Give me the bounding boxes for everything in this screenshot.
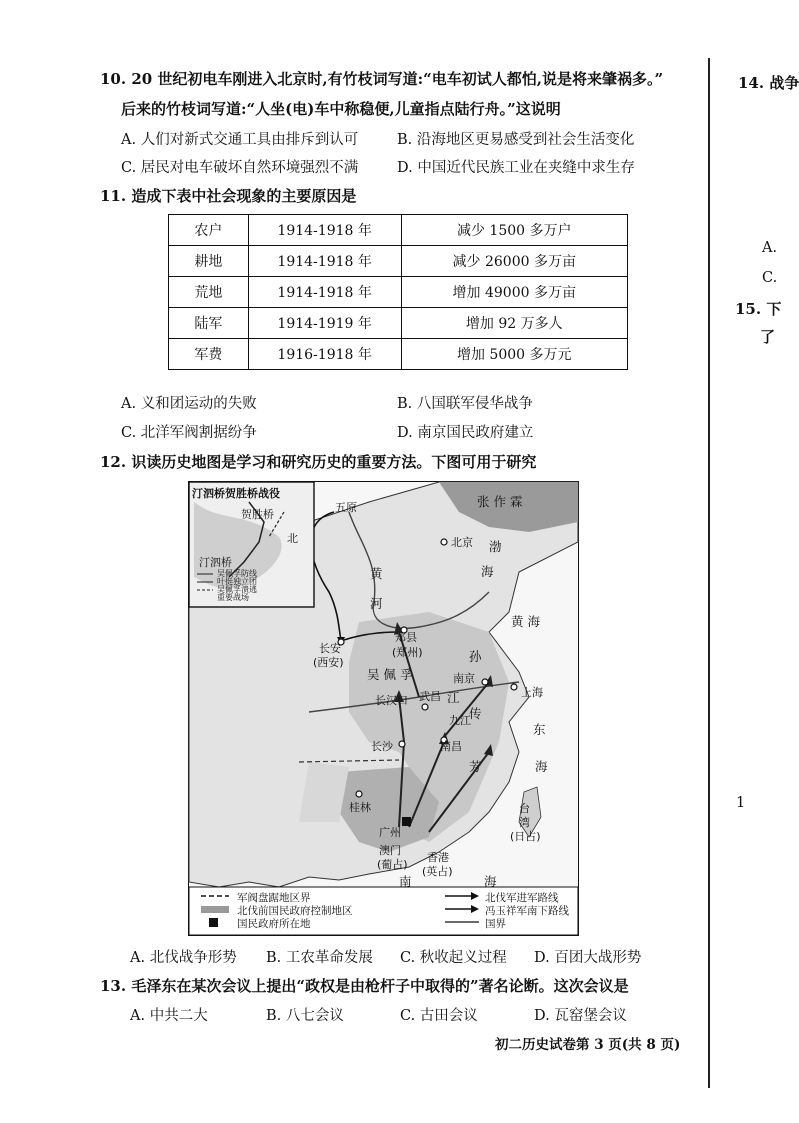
table-row bbox=[169, 339, 628, 370]
place-xianggang: 香港 bbox=[427, 851, 449, 864]
place-puzhan: (葡占) bbox=[377, 858, 408, 871]
place-beijing: 北京 bbox=[451, 536, 473, 549]
page-footer: 初二历史试卷第 3 页(共 8 页) bbox=[495, 1037, 681, 1053]
place-fang: 芳 bbox=[469, 759, 482, 774]
table-cell: 1914-1918 年 bbox=[248, 246, 401, 277]
margin-mark: 1 bbox=[736, 795, 746, 811]
legend-national-border: 国界 bbox=[485, 918, 506, 930]
place-guangzhou: 广州 bbox=[379, 826, 401, 839]
column-divider bbox=[708, 58, 710, 1088]
inset-label-hesheng: 贺胜桥 bbox=[241, 508, 274, 521]
q11-option-a[interactable]: A. 义和团运动的失败 bbox=[121, 396, 257, 412]
q13-stem: 13. 毛泽东在某次会议上提出“政权是由枪杆子中取得的”著名论断。这次会议是 bbox=[100, 977, 629, 995]
q12-option-a[interactable]: A. 北伐战争形势 bbox=[130, 950, 237, 966]
inset-legend-3: 吴佩孚溃逃 bbox=[217, 585, 257, 594]
q15-fragment-line2: 了 bbox=[760, 328, 776, 346]
place-taiwan: 台 bbox=[519, 802, 530, 815]
table-cell: 增加 92 万多人 bbox=[401, 308, 628, 339]
place-huang: 黄 bbox=[370, 566, 383, 581]
table-cell: 减少 1500 多万户 bbox=[401, 215, 628, 246]
q13-option-c[interactable]: C. 古田会议 bbox=[400, 1008, 478, 1024]
place-hai2: 海 bbox=[535, 759, 548, 774]
legend-gov-seat: 国民政府所在地 bbox=[237, 918, 311, 930]
q11-option-b[interactable]: B. 八国联军侵华战争 bbox=[397, 396, 533, 412]
place-jiang: 江 bbox=[447, 690, 460, 705]
northern-expedition-map bbox=[188, 481, 579, 936]
place-wuchang: 武昌 bbox=[419, 690, 441, 703]
place-changhankou: 长汉口 bbox=[375, 694, 408, 707]
place-changan: 长安 bbox=[319, 642, 341, 655]
place-dong: 东 bbox=[533, 722, 546, 737]
place-changsha: 长沙 bbox=[371, 740, 393, 753]
q14-fragment: 14. 战争 bbox=[738, 74, 799, 92]
table-cell: 军费 bbox=[169, 339, 249, 370]
legend-warlord-boundary: 军阀盘踞地区界 bbox=[237, 892, 311, 904]
legend-gov-controlled: 北伐前国民政府控制地区 bbox=[237, 905, 353, 917]
table-cell: 减少 26000 多万亩 bbox=[401, 246, 628, 277]
table-cell: 荒地 bbox=[169, 277, 249, 308]
inset-label-north: 北 bbox=[287, 532, 298, 545]
place-sun: 孙 bbox=[469, 649, 482, 664]
table-cell: 增加 49000 多万亩 bbox=[401, 277, 628, 308]
table-cell: 耕地 bbox=[169, 246, 249, 277]
place-shanghai: 上海 bbox=[521, 686, 543, 699]
q10-stem-line2: 后来的竹枝词写道:“人坐(电)车中称稳便,儿童指点陆行舟。”这说明 bbox=[121, 100, 561, 118]
place-zhengxian: 郑县 bbox=[395, 631, 417, 644]
inset-label-tingsi: 汀泗桥 bbox=[199, 556, 232, 569]
place-zhangzuolin: 张 作 霖 bbox=[477, 494, 523, 509]
q11-option-d[interactable]: D. 南京国民政府建立 bbox=[397, 425, 534, 441]
place-rizhan: (日占) bbox=[510, 830, 541, 843]
place-huanghai: 黄 海 bbox=[511, 614, 540, 629]
q12-option-b[interactable]: B. 工农革命发展 bbox=[266, 950, 373, 966]
table-cell: 1914-1919 年 bbox=[248, 308, 401, 339]
legend-expedition-route: 北伐军进军路线 bbox=[485, 892, 559, 904]
table-row bbox=[169, 246, 628, 277]
place-nanchang: 南昌 bbox=[440, 740, 462, 753]
table-row bbox=[169, 215, 628, 246]
inset-legend-1: 吴佩孚防线 bbox=[217, 569, 257, 578]
place-jiujiang: 九江 bbox=[449, 714, 471, 727]
table-cell: 1914-1918 年 bbox=[248, 277, 401, 308]
table-cell: 1916-1918 年 bbox=[248, 339, 401, 370]
place-aomen: 澳门 bbox=[379, 844, 401, 857]
q12-option-d[interactable]: D. 百团大战形势 bbox=[534, 950, 642, 966]
q12-stem: 12. 识读历史地图是学习和研究历史的重要方法。下图可用于研究 bbox=[100, 453, 537, 471]
place-wupeifu: 吴 佩 孚 bbox=[367, 667, 413, 682]
place-xian: (西安) bbox=[313, 656, 344, 669]
q11-stem: 11. 造成下表中社会现象的主要原因是 bbox=[100, 187, 357, 205]
q13-option-a[interactable]: A. 中共二大 bbox=[130, 1008, 208, 1024]
inset-legend-4: 重要战场 bbox=[217, 593, 249, 602]
inset-legend-2: 叶挺独立团 bbox=[217, 577, 257, 586]
q10-stem-line1: 10. 20 世纪初电车刚进入北京时,有竹枝词写道:“电车初试人都怕,说是将来肇祸多。” bbox=[100, 70, 664, 88]
place-hai3: 海 bbox=[484, 874, 497, 889]
q12-option-c[interactable]: C. 秋收起义过程 bbox=[400, 950, 507, 966]
place-nanjing: 南京 bbox=[453, 672, 475, 685]
legend-feng-route: 冯玉祥军南下路线 bbox=[485, 905, 569, 917]
q14-option-c-fragment: C. bbox=[762, 270, 778, 286]
q10-option-a[interactable]: A. 人们对新式交通工具由排斥到认可 bbox=[121, 132, 359, 148]
q13-option-b[interactable]: B. 八七会议 bbox=[266, 1008, 344, 1024]
q11-table bbox=[168, 214, 628, 370]
q13-option-d[interactable]: D. 瓦窑堡会议 bbox=[534, 1008, 627, 1024]
place-wan: 湾 bbox=[519, 816, 530, 829]
place-bo: 渤 bbox=[489, 539, 502, 554]
table-cell: 农户 bbox=[169, 215, 249, 246]
q14-option-a-fragment: A. bbox=[762, 240, 778, 256]
place-chuan: 传 bbox=[469, 706, 482, 721]
place-guilin: 桂林 bbox=[349, 801, 371, 814]
q11-option-c[interactable]: C. 北洋军阀割据纷争 bbox=[121, 425, 257, 441]
table-cell: 1914-1918 年 bbox=[248, 215, 401, 246]
q10-option-c[interactable]: C. 居民对电车破坏自然环境强烈不满 bbox=[121, 160, 359, 176]
place-zhengzhou: (郑州) bbox=[392, 646, 423, 659]
place-yingzhan: (英占) bbox=[422, 865, 453, 878]
inset-title: 汀泗桥贺胜桥战役 bbox=[192, 487, 280, 500]
place-wuyuan: 五原 bbox=[335, 501, 357, 514]
table-cell: 陆军 bbox=[169, 308, 249, 339]
table-row bbox=[169, 277, 628, 308]
place-nan: 南 bbox=[399, 874, 412, 889]
place-he: 河 bbox=[370, 596, 383, 611]
table-row bbox=[169, 308, 628, 339]
q10-option-b[interactable]: B. 沿海地区更易感受到社会生活变化 bbox=[397, 132, 635, 148]
place-hai1: 海 bbox=[481, 564, 494, 579]
q15-fragment: 15. 下 bbox=[735, 300, 782, 318]
table-cell: 增加 5000 多万元 bbox=[401, 339, 628, 370]
q10-option-d[interactable]: D. 中国近代民族工业在夹缝中求生存 bbox=[397, 160, 635, 176]
